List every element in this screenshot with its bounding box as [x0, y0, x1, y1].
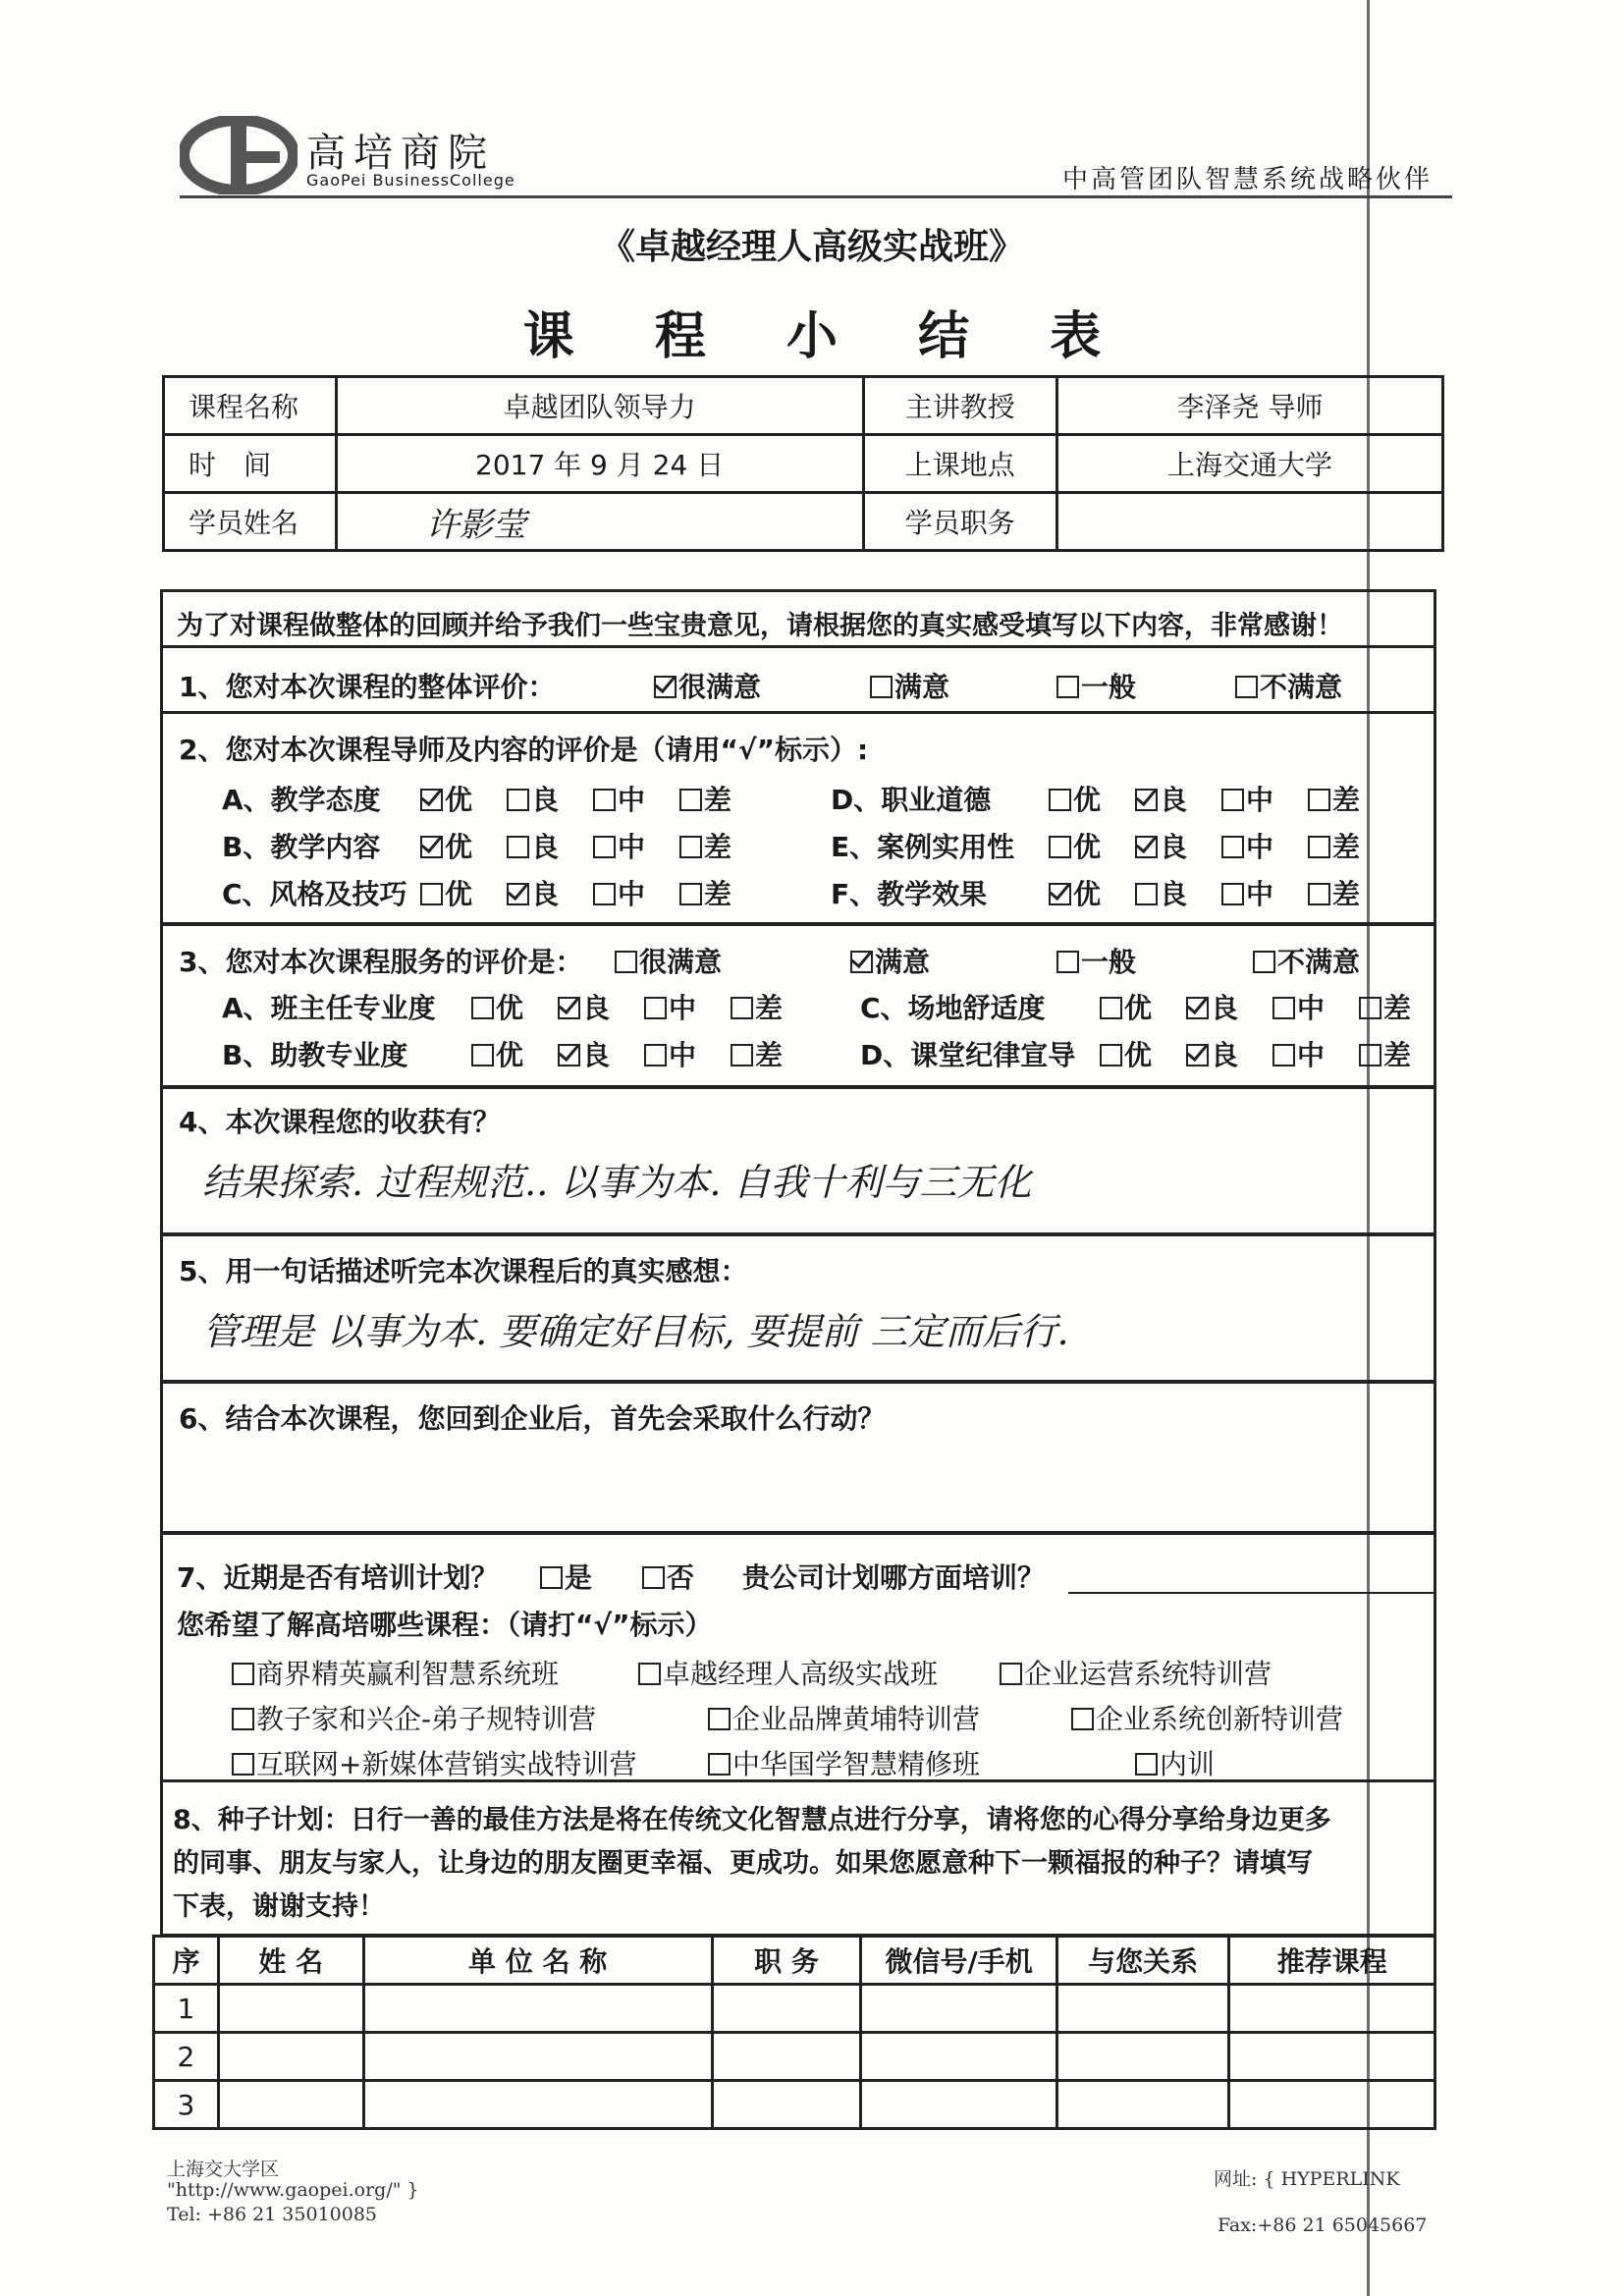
q3-grade-option[interactable] [1186, 987, 1238, 1026]
recommend-input-cell[interactable] [861, 1985, 1057, 2033]
q8-line2: 的同事、朋友与家人，让身边的朋友圈更幸福、更成功。如果您愿意种下一颗福报的种子？请填写 [173, 1848, 1313, 1879]
q2-grade-option[interactable] [1049, 779, 1101, 818]
q2-grade-option[interactable] [1049, 873, 1101, 912]
q2-grade-option[interactable] [593, 873, 645, 912]
q3-option-average[interactable]: 一般 [1056, 941, 1136, 980]
time-value: 2017 年 9 月 24 日 [336, 435, 863, 493]
course-label: 教子家和兴企-弟子规特训营 [256, 1703, 597, 1735]
q3-grade-option[interactable] [1100, 1034, 1152, 1073]
checkbox[interactable] [232, 1708, 254, 1730]
recommend-input-cell[interactable] [363, 1985, 712, 2033]
location-label: 上课地点 [863, 435, 1057, 493]
course-option[interactable] [708, 1698, 980, 1737]
checkbox[interactable] [1056, 951, 1079, 973]
row-number: 2 [154, 2033, 219, 2081]
grade-label: 中 [1297, 1039, 1326, 1071]
checkbox[interactable] [1100, 1044, 1122, 1066]
grade-label: 中 [669, 992, 697, 1024]
recommend-table-header [154, 1937, 1435, 1985]
recommend-input-cell[interactable] [218, 2081, 363, 2129]
row-number: 1 [154, 1985, 219, 2033]
q7-option-yes[interactable]: 是 [540, 1557, 592, 1596]
checkbox[interactable] [679, 789, 702, 811]
q3-grade-option[interactable] [731, 987, 783, 1026]
grade-label: 优 [1073, 784, 1102, 816]
checkbox[interactable] [1049, 789, 1071, 811]
grade-label: 中 [1246, 784, 1274, 816]
checkbox-checked[interactable] [507, 883, 529, 905]
checkbox-checked[interactable] [420, 836, 443, 858]
grade-label: 差 [1332, 831, 1361, 863]
checkbox[interactable] [731, 1044, 753, 1066]
q3-section [160, 923, 1436, 1088]
grade-label: 良 [582, 992, 611, 1024]
checkbox[interactable] [232, 1753, 254, 1776]
grade-label: 良 [582, 1039, 611, 1071]
q8-line1: 8、种子计划：日行一善的最佳方法是将在传统文化智慧点进行分享，请将您的心得分享给身边更多 [173, 1805, 1331, 1835]
footer-website: "http://www.gaopei.org/" } [167, 2179, 419, 2201]
q2-grade-option[interactable] [420, 873, 472, 912]
grade-label: 良 [1160, 831, 1188, 863]
q7-interest-text: 您希望了解高培哪些课程：（请打“√”标示） [177, 1609, 713, 1641]
checkbox[interactable] [593, 836, 616, 858]
grade-label: 中 [618, 878, 646, 910]
grade-label: 优 [1073, 878, 1102, 910]
recommend-input-cell[interactable] [712, 1985, 861, 2033]
q1-text: 1、您对本次课程的整体评价： [179, 671, 556, 703]
checkbox[interactable] [1049, 836, 1071, 858]
table-row [154, 1985, 1435, 2033]
grade-label: 良 [1211, 992, 1239, 1024]
checkbox[interactable] [1071, 1708, 1094, 1730]
checkbox[interactable] [708, 1753, 731, 1776]
q3-item-label: B、助教专业度 [222, 1039, 408, 1071]
recommend-header-cell: 微信号/手机 [861, 1937, 1057, 1985]
checkbox[interactable] [540, 1566, 563, 1589]
course-label: 商界精英赢利智慧系统班 [256, 1658, 560, 1690]
q5-answer-handwriting[interactable]: 管理是 以事为本. 要确定好目标, 要提前 三定而后行. [202, 1310, 1069, 1353]
q3-item-label: A、班主任专业度 [222, 992, 436, 1024]
q3-grade-option[interactable] [644, 987, 696, 1026]
q6-text: 6、结合本次课程，您回到企业后，首先会采取什么行动？ [179, 1402, 886, 1435]
checkbox[interactable] [1221, 883, 1244, 905]
recommend-table [152, 1935, 1436, 2130]
grade-label: 良 [1160, 784, 1188, 816]
q2-grade-option[interactable] [420, 779, 472, 818]
q2-grade-option[interactable] [1049, 826, 1101, 865]
checkbox-checked[interactable] [850, 951, 873, 973]
intro-text: 为了对课程做整体的回顾并给予我们一些宝贵意见，请根据您的真实感受填写以下内容，非常感谢！ [177, 611, 1343, 641]
q3-grade-option[interactable] [558, 987, 610, 1026]
q2-grade-option[interactable] [507, 779, 559, 818]
grade-label: 中 [618, 831, 646, 863]
grade-label: 差 [704, 784, 732, 816]
grade-label: 优 [1124, 992, 1153, 1024]
checkbox[interactable] [1235, 676, 1258, 698]
checkbox[interactable] [1308, 883, 1330, 905]
q2-grade-option[interactable] [1308, 826, 1360, 865]
position-label: 学员职务 [863, 493, 1057, 551]
q2-grade-option[interactable] [420, 826, 472, 865]
q2-grade-option[interactable] [593, 779, 645, 818]
recommend-input-cell[interactable] [1056, 2033, 1229, 2081]
q3-grade-option[interactable] [558, 1034, 610, 1073]
course-option[interactable] [638, 1653, 938, 1692]
grade-label: 差 [1383, 1039, 1412, 1071]
q3-option-very-satisfied[interactable]: 很满意 [615, 941, 722, 980]
q2-grade-option[interactable] [1135, 779, 1187, 818]
checkbox[interactable] [1221, 836, 1244, 858]
q3-grade-option[interactable] [1359, 1034, 1411, 1073]
grade-label: 良 [531, 784, 560, 816]
checkbox-checked[interactable] [1049, 883, 1071, 905]
checkbox[interactable] [679, 883, 702, 905]
recommend-input-cell[interactable] [1056, 2081, 1229, 2129]
professor-label: 主讲教授 [863, 377, 1057, 435]
course-option[interactable] [232, 1743, 636, 1782]
checkbox-checked[interactable] [558, 1044, 580, 1066]
course-name-value: 卓越团队领导力 [336, 377, 863, 435]
grade-label: 差 [755, 992, 784, 1024]
course-label: 企业品牌黄埔特训营 [732, 1703, 981, 1735]
q2-grade-option[interactable] [1135, 826, 1187, 865]
table-row [154, 2033, 1435, 2081]
q4-answer-handwriting[interactable]: 结果探索. 过程规范.. 以事为本. 自我十利与三无化 [202, 1161, 1032, 1204]
checkbox[interactable] [870, 676, 893, 698]
grade-label: 良 [1211, 1039, 1239, 1071]
checkbox-checked[interactable] [420, 789, 443, 811]
grade-label: 差 [1332, 784, 1361, 816]
grade-label: 优 [445, 784, 473, 816]
grade-label: 差 [1383, 992, 1412, 1024]
grade-label: 优 [496, 1039, 524, 1071]
checkbox[interactable] [644, 1044, 667, 1066]
checkbox[interactable] [1272, 1044, 1295, 1066]
recommend-header-cell: 姓 名 [218, 1937, 363, 1985]
checkbox[interactable] [593, 789, 616, 811]
checkbox[interactable] [708, 1708, 731, 1730]
q5-section [160, 1233, 1436, 1383]
checkbox-checked[interactable] [1186, 1044, 1209, 1066]
checkbox[interactable] [615, 951, 637, 973]
q3-grade-option[interactable] [1272, 987, 1325, 1026]
checkbox[interactable] [1359, 1044, 1381, 1066]
q2-item-label: C、风格及技巧 [222, 878, 407, 910]
grade-label: 良 [1160, 878, 1188, 910]
checkbox[interactable] [593, 883, 616, 905]
course-label: 互联网+新媒体营销实战特训营 [256, 1748, 637, 1780]
q3-text: 3、您对本次课程服务的评价是： [179, 946, 583, 978]
footer-fax: Fax:+86 21 65045667 [1218, 2214, 1428, 2236]
q3-grade-option[interactable] [1359, 987, 1411, 1026]
q3-grade-option[interactable] [1186, 1034, 1238, 1073]
q7-text: 7、近期是否有培训计划？ [177, 1561, 499, 1594]
q3-grade-option[interactable] [731, 1034, 783, 1073]
q3-grade-option[interactable] [1100, 987, 1152, 1026]
footer-hyperlink: 网址: { HYPERLINK [1214, 2168, 1400, 2190]
recommend-input-cell[interactable] [218, 2033, 363, 2081]
q2-section [160, 711, 1436, 925]
course-label: 卓越经理人高级实战班 [663, 1658, 939, 1690]
checkbox[interactable] [1359, 997, 1381, 1019]
q2-text: 2、您对本次课程导师及内容的评价是（请用“√”标示）: [179, 734, 869, 766]
checkbox[interactable] [1135, 883, 1158, 905]
table-row [154, 2081, 1435, 2129]
q2-grade-option[interactable] [1308, 779, 1360, 818]
q1-option-satisfied[interactable]: 满意 [870, 666, 949, 705]
checkbox[interactable] [471, 997, 494, 1019]
course-info-table [162, 375, 1444, 552]
checkbox[interactable] [644, 997, 667, 1019]
course-option[interactable] [1135, 1743, 1215, 1782]
professor-value: 李泽尧 导师 [1057, 377, 1443, 435]
grade-label: 差 [1332, 878, 1361, 910]
course-option[interactable] [232, 1653, 559, 1692]
checkbox[interactable] [471, 1044, 494, 1066]
q2-grade-option[interactable] [1221, 779, 1273, 818]
course-name-label: 课程名称 [164, 377, 337, 435]
footer-campus: 上海交大学区 [167, 2159, 280, 2180]
position-value[interactable] [1057, 493, 1443, 551]
grade-label: 优 [1124, 1039, 1153, 1071]
grade-label: 中 [618, 784, 646, 816]
q3-grade-option[interactable] [471, 1034, 523, 1073]
gaopei-logo [180, 116, 298, 194]
grade-label: 中 [1246, 831, 1274, 863]
q2-grade-option[interactable] [593, 826, 645, 865]
recommend-input-cell[interactable] [861, 2033, 1057, 2081]
course-option[interactable] [708, 1743, 980, 1782]
recommend-input-cell[interactable] [712, 2033, 861, 2081]
course-label: 内训 [1160, 1748, 1216, 1780]
checkbox-checked[interactable] [1186, 997, 1209, 1019]
checkbox[interactable] [642, 1566, 665, 1589]
student-name-handwriting: 许影莹 [425, 505, 526, 545]
intro-section [160, 589, 1436, 648]
header-rule [180, 195, 1452, 198]
q2-grade-option[interactable] [679, 779, 731, 818]
q7-which-label: 贵公司计划哪方面培训？ [742, 1561, 1046, 1594]
q1-option-average[interactable]: 一般 [1056, 666, 1136, 705]
checkbox[interactable] [1308, 789, 1330, 811]
course-label: 企业系统创新特训营 [1096, 1703, 1344, 1735]
recommend-input-cell[interactable] [1229, 2033, 1435, 2081]
recommend-header-cell: 推荐课程 [1229, 1937, 1435, 1985]
checkbox[interactable] [232, 1663, 254, 1685]
checkbox[interactable] [679, 836, 702, 858]
recommend-input-cell[interactable] [1229, 1985, 1435, 2033]
recommend-header-cell: 职 务 [712, 1937, 861, 1985]
q2-grade-option[interactable] [1221, 826, 1273, 865]
grade-label: 优 [496, 992, 524, 1024]
footer-tel: Tel: +86 21 35010085 [167, 2204, 378, 2225]
grade-label: 优 [1073, 831, 1102, 863]
brand-english: GaoPei BusinessCollege [306, 171, 515, 190]
checkbox[interactable] [420, 883, 443, 905]
grade-label: 差 [755, 1039, 784, 1071]
checkbox[interactable] [1253, 951, 1275, 973]
grade-label: 优 [445, 831, 473, 863]
course-option[interactable] [232, 1698, 596, 1737]
checkbox-checked[interactable] [654, 676, 677, 698]
q4-text: 4、本次课程您的收获有？ [179, 1106, 501, 1138]
grade-label: 良 [531, 831, 560, 863]
recommend-input-cell[interactable] [1056, 1985, 1229, 2033]
recommend-input-cell[interactable] [363, 2033, 712, 2081]
q6-section [160, 1381, 1436, 1534]
row-number: 3 [154, 2081, 219, 2129]
q2-item-label: D、职业道德 [831, 784, 992, 816]
grade-label: 中 [669, 1039, 697, 1071]
q2-item-label: F、教学效果 [831, 878, 988, 910]
q7-which-blank[interactable] [1068, 1592, 1434, 1594]
grade-label: 优 [445, 878, 473, 910]
q2-grade-option[interactable] [679, 873, 731, 912]
q5-text: 5、用一句话描述听完本次课程后的真实感想： [179, 1255, 748, 1287]
checkbox[interactable] [1221, 789, 1244, 811]
student-name-label: 学员姓名 [164, 493, 337, 551]
recommend-header-cell: 单 位 名 称 [363, 1937, 712, 1985]
slogan: 中高管团队智慧系统战略伙伴 [1062, 165, 1434, 194]
checkbox[interactable] [1100, 997, 1122, 1019]
q7-option-no[interactable]: 否 [642, 1557, 694, 1596]
q1-option-unsatisfied[interactable]: 不满意 [1235, 666, 1342, 705]
q2-grade-option[interactable] [679, 826, 731, 865]
checkbox[interactable] [507, 836, 529, 858]
grade-label: 中 [1297, 992, 1326, 1024]
brand-name: 高培商院 [306, 131, 495, 176]
checkbox[interactable] [1308, 836, 1330, 858]
recommend-input-cell[interactable] [218, 1985, 363, 2033]
checkbox[interactable] [1272, 997, 1295, 1019]
q2-grade-option[interactable] [1308, 873, 1360, 912]
checkbox-checked[interactable] [558, 997, 580, 1019]
checkbox-checked[interactable] [1135, 789, 1158, 811]
recommend-input-cell[interactable] [861, 2081, 1057, 2129]
q2-item-label: B、教学内容 [222, 831, 381, 863]
recommend-input-cell[interactable] [363, 2081, 712, 2129]
q8-section [160, 1779, 1436, 1937]
checkbox-checked[interactable] [1135, 836, 1158, 858]
q1-section [160, 645, 1436, 714]
q2-grade-option[interactable] [507, 873, 559, 912]
recommend-header-cell: 与您关系 [1056, 1937, 1229, 1985]
q2-grade-option[interactable] [1221, 873, 1273, 912]
checkbox[interactable] [1000, 1663, 1022, 1685]
q2-grade-option[interactable] [1135, 873, 1187, 912]
recommend-input-cell[interactable] [1229, 2081, 1435, 2129]
q2-item-label: E、案例实用性 [831, 831, 1015, 863]
q1-option-very-satisfied[interactable]: 很满意 [654, 666, 761, 705]
document-title: 《卓越经理人高级实战班》 [599, 227, 1024, 267]
time-label: 时 间 [164, 435, 337, 493]
grade-label: 良 [531, 878, 560, 910]
q3-grade-option[interactable] [471, 987, 523, 1026]
q2-grade-option[interactable] [507, 826, 559, 865]
location-value: 上海交通大学 [1057, 435, 1443, 493]
q3-option-unsatisfied[interactable]: 不满意 [1253, 941, 1360, 980]
grade-label: 中 [1246, 878, 1274, 910]
q4-section [160, 1086, 1436, 1235]
document-subtitle: 课 程 小 结 表 [522, 307, 1133, 366]
student-name-value[interactable] [336, 493, 863, 551]
checkbox[interactable] [1056, 676, 1079, 698]
q3-grade-option[interactable] [644, 1034, 696, 1073]
course-option[interactable] [1000, 1653, 1272, 1692]
course-label: 中华国学智慧精修班 [732, 1748, 981, 1780]
checkbox[interactable] [507, 789, 529, 811]
grade-label: 差 [704, 831, 732, 863]
course-label: 企业运营系统特训营 [1024, 1658, 1272, 1690]
checkbox[interactable] [638, 1663, 661, 1685]
q3-item-label: C、场地舒适度 [860, 992, 1046, 1024]
recommend-header-cell: 序 [154, 1937, 219, 1985]
checkbox[interactable] [731, 997, 753, 1019]
grade-label: 差 [704, 878, 732, 910]
q3-grade-option[interactable] [1272, 1034, 1325, 1073]
checkbox[interactable] [1135, 1753, 1158, 1776]
q3-item-label: D、课堂纪律宣导 [860, 1039, 1076, 1071]
q8-line3: 下表，谢谢支持！ [173, 1891, 385, 1922]
recommend-input-cell[interactable] [712, 2081, 861, 2129]
q2-item-label: A、教学态度 [222, 784, 381, 816]
course-option[interactable] [1071, 1698, 1343, 1737]
q3-option-satisfied[interactable]: 满意 [850, 941, 930, 980]
q7-section [160, 1532, 1436, 1782]
